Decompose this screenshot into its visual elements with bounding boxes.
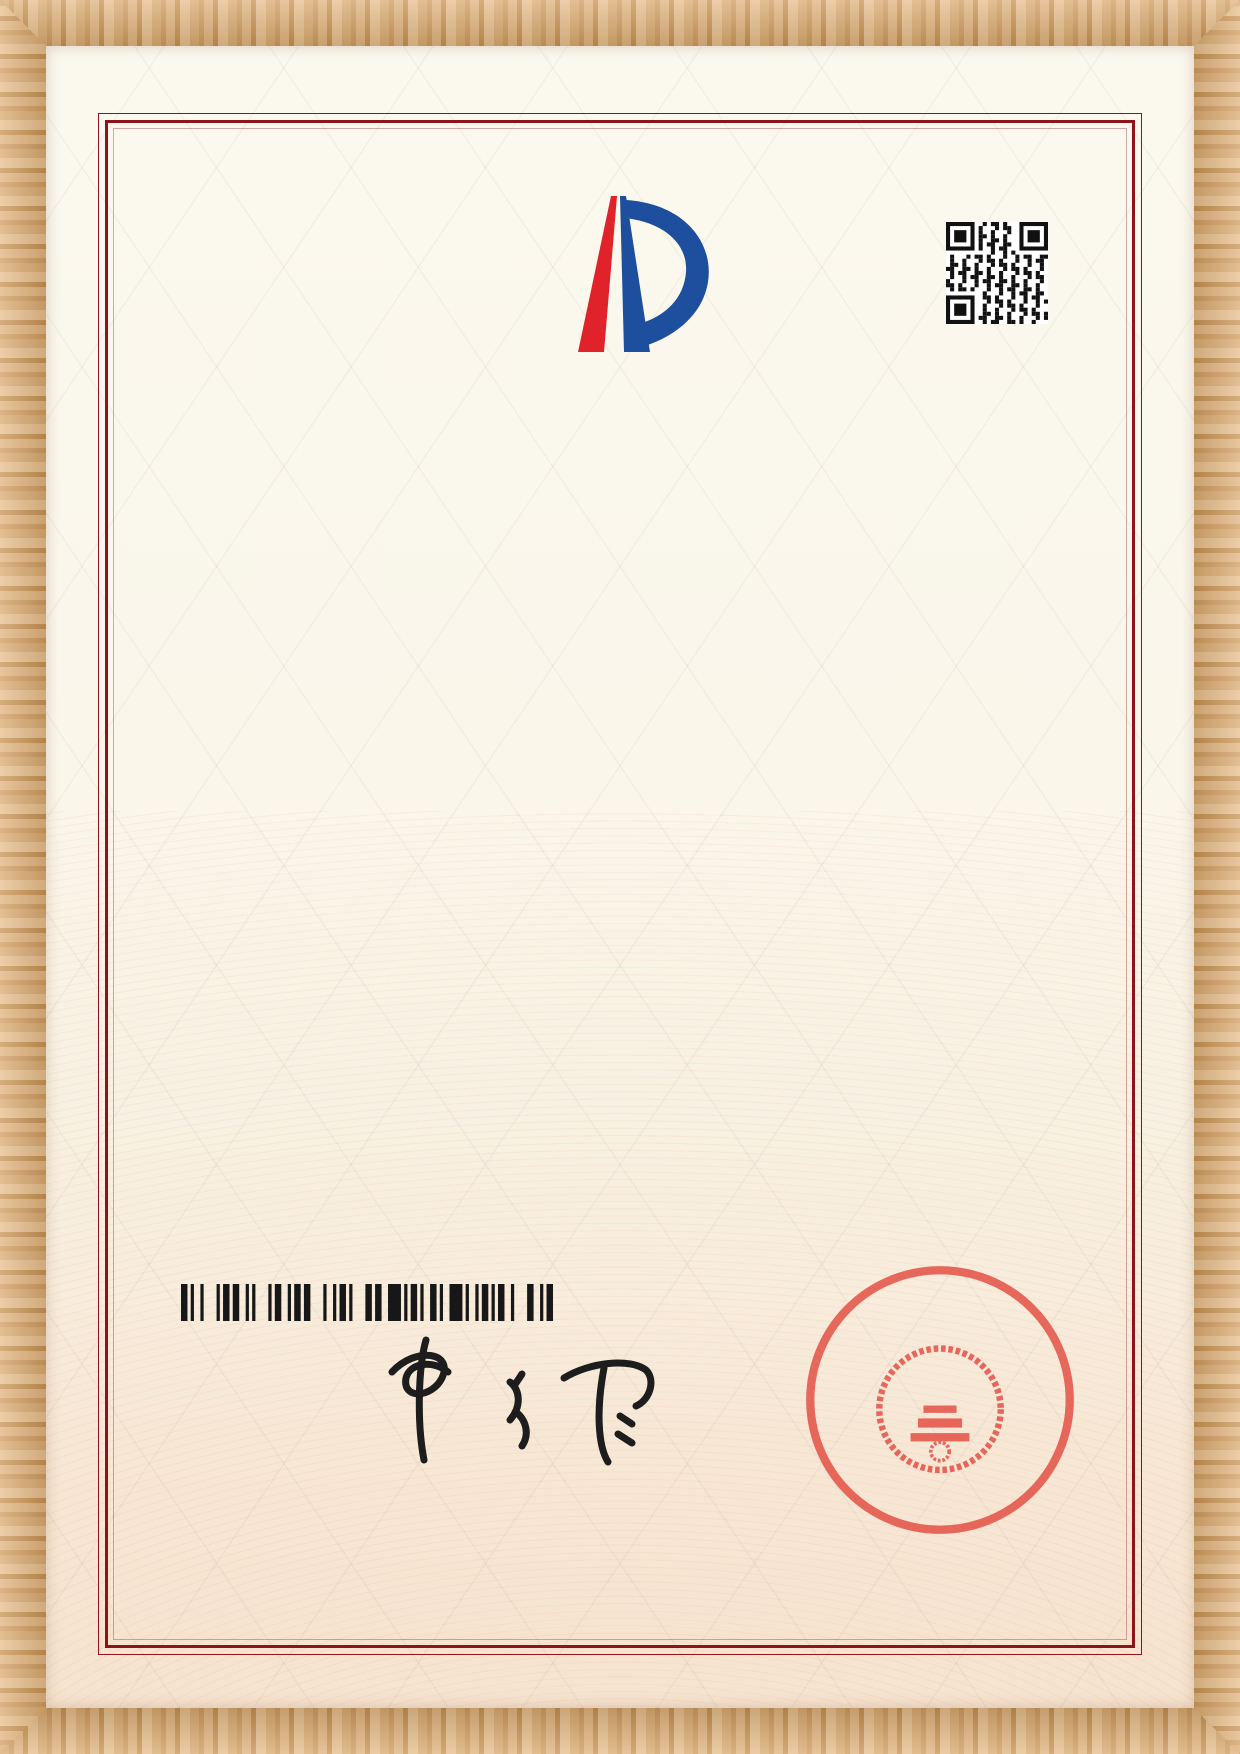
official-seal	[802, 1262, 1078, 1538]
field-row-invention-name	[176, 511, 370, 547]
certificate-content	[46, 46, 1194, 1708]
wood-frame-left	[0, 0, 46, 1754]
field-row-grant	[176, 958, 210, 994]
field-row-inventors	[176, 590, 370, 626]
wood-frame-top	[0, 0, 1240, 46]
cnipa-logo	[514, 192, 728, 360]
field-row-filing-date	[176, 733, 370, 769]
field-row-patentee	[176, 810, 370, 846]
legal-text	[158, 1022, 1090, 1026]
national-emblem-icon	[879, 1348, 1000, 1469]
field-row-patent-number	[176, 666, 370, 702]
wood-frame-bottom	[0, 1708, 1240, 1754]
field-row-address	[176, 886, 370, 922]
wood-frame-right	[1194, 0, 1240, 1754]
barcode	[181, 1284, 553, 1321]
director-signature	[364, 1324, 674, 1484]
qr-code	[946, 222, 1048, 324]
